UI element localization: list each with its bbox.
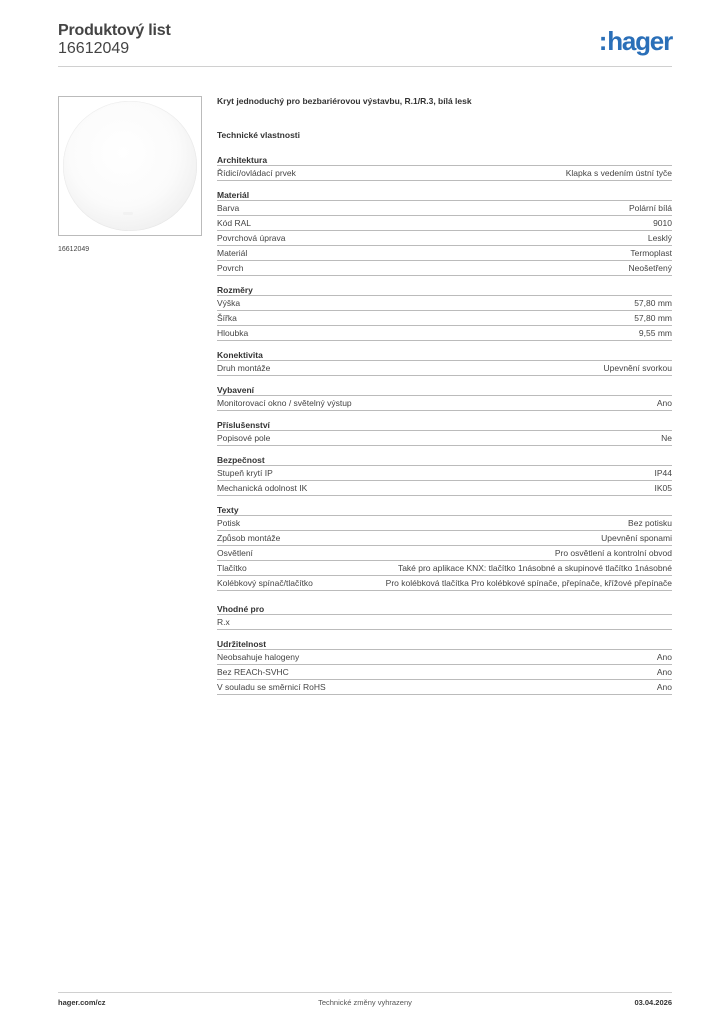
spec-value: Upevnění svorkou xyxy=(603,362,672,373)
spec-row xyxy=(217,361,672,376)
spec-row xyxy=(217,615,672,630)
spec-row xyxy=(217,261,672,276)
spec-section xyxy=(217,504,672,591)
spec-section xyxy=(217,419,672,446)
spec-value: IK05 xyxy=(654,482,672,493)
section-title: Texty xyxy=(217,504,672,516)
page-header xyxy=(58,20,672,68)
spec-section xyxy=(217,284,672,341)
product-image-frame xyxy=(58,96,202,236)
spec-row xyxy=(217,680,672,695)
logo-prefix: : xyxy=(598,26,607,56)
spec-row xyxy=(217,531,672,546)
spec-value: 9010 xyxy=(653,217,672,228)
spec-value: IP44 xyxy=(654,467,672,478)
spec-section xyxy=(217,638,672,695)
spec-label: Druh montáže xyxy=(217,362,271,373)
spec-label: Kód RAL xyxy=(217,217,252,228)
spec-section xyxy=(217,349,672,376)
spec-label: Kolébkový spínač/tlačítko xyxy=(217,577,313,588)
spec-label: Povrchová úprava xyxy=(217,232,286,243)
footer-notice: Technické změny vyhrazeny xyxy=(318,998,412,1007)
specification-sections xyxy=(217,154,672,695)
spec-row xyxy=(217,296,672,311)
spec-value: Lesklý xyxy=(647,232,672,243)
footer-date: 03.04.2026 xyxy=(634,998,672,1007)
section-title: Architektura xyxy=(217,154,672,166)
technical-properties-heading: Technické vlastnosti xyxy=(217,130,300,140)
section-title: Materiál xyxy=(217,189,672,201)
section-title: Udržitelnost xyxy=(217,638,672,650)
spec-label: Stupeň krytí IP xyxy=(217,467,273,478)
spec-row xyxy=(217,231,672,246)
section-title: Příslušenství xyxy=(217,419,672,431)
spec-row xyxy=(217,576,672,591)
spec-value: Ne xyxy=(661,432,672,443)
spec-value: Polární bílá xyxy=(629,202,672,213)
spec-value: 57,80 mm xyxy=(634,297,672,308)
spec-section xyxy=(217,384,672,411)
product-name: Kryt jednoduchý pro bezbariérovou výstavbu, R.1/R.3, bílá lesk xyxy=(217,96,472,106)
footer-website-link[interactable]: hager.com/cz xyxy=(58,998,106,1007)
spec-row xyxy=(217,326,672,341)
section-title: Vhodné pro xyxy=(217,603,672,615)
spec-section xyxy=(217,189,672,276)
spec-label: Barva xyxy=(217,202,240,213)
spec-value: Pro osvětlení a kontrolní obvod xyxy=(554,547,672,558)
spec-row xyxy=(217,431,672,446)
spec-row xyxy=(217,246,672,261)
spec-label: Tlačítko xyxy=(217,562,247,573)
spec-section xyxy=(217,603,672,630)
spec-value: Termoplast xyxy=(630,247,672,258)
spec-label: Povrch xyxy=(217,262,244,273)
spec-value xyxy=(662,617,672,628)
hager-logo xyxy=(599,26,672,57)
spec-value: Klapka s vedením ústní tyče xyxy=(565,167,672,178)
spec-label: Způsob montáže xyxy=(217,532,281,543)
header-divider xyxy=(58,66,672,67)
spec-value: Neošetřený xyxy=(628,262,672,273)
spec-label: Popisové pole xyxy=(217,432,271,443)
spec-row xyxy=(217,516,672,531)
document-title: Produktový list xyxy=(58,22,171,39)
spec-row xyxy=(217,665,672,680)
spec-label: R.x xyxy=(217,616,230,627)
spec-row xyxy=(217,546,672,561)
spec-label: Osvětlení xyxy=(217,547,253,558)
footer-divider xyxy=(58,992,672,993)
spec-value: Ano xyxy=(656,681,672,692)
spec-label: Výška xyxy=(217,297,241,308)
spec-label: Bez REACh-SVHC xyxy=(217,666,289,677)
spec-value: Ano xyxy=(656,651,672,662)
spec-label: Materiál xyxy=(217,247,248,258)
product-image-caption: 16612049 xyxy=(58,246,90,253)
spec-label: Monitorovací okno / světelný výstup xyxy=(217,397,352,408)
spec-value: Také pro aplikace KNX: tlačítko 1násobné a skupinové tlačítko 1násobné xyxy=(397,562,672,573)
section-title: Vybavení xyxy=(217,384,672,396)
spec-label: Šířka xyxy=(217,312,237,323)
spec-label: V souladu se směrnicí RoHS xyxy=(217,681,326,692)
spec-row xyxy=(217,466,672,481)
spec-label: Potisk xyxy=(217,517,241,528)
spec-row xyxy=(217,561,672,576)
spec-row xyxy=(217,166,672,181)
spec-row xyxy=(217,311,672,326)
spec-value: 9,55 mm xyxy=(638,327,672,338)
spec-row xyxy=(217,481,672,496)
spec-row xyxy=(217,396,672,411)
spec-value: Ano xyxy=(656,666,672,677)
spec-value: Ano xyxy=(656,397,672,408)
spec-value: 57,80 mm xyxy=(634,312,672,323)
spec-label: Neobsahuje halogeny xyxy=(217,651,300,662)
spec-label: Mechanická odolnost IK xyxy=(217,482,308,493)
spec-section xyxy=(217,454,672,496)
spec-label: Řídicí/ovládací prvek xyxy=(217,167,296,178)
spec-value: Pro kolébková tlačítka Pro kolébkové spínače, přepínače, křížové přepínače xyxy=(385,577,672,588)
product-sheet-content xyxy=(217,96,672,703)
section-title: Konektivita xyxy=(217,349,672,361)
spec-section xyxy=(217,154,672,181)
light-outlet-window xyxy=(123,212,133,215)
section-title: Rozměry xyxy=(217,284,672,296)
spec-value: Upevnění sponami xyxy=(601,532,672,543)
spec-label: Hloubka xyxy=(217,327,249,338)
logo-text: hager xyxy=(607,26,672,56)
product-number: 16612049 xyxy=(58,40,130,57)
spec-row xyxy=(217,650,672,665)
spec-row xyxy=(217,201,672,216)
spec-row xyxy=(217,216,672,231)
spec-value: Bez potisku xyxy=(628,517,672,528)
section-title: Bezpečnost xyxy=(217,454,672,466)
